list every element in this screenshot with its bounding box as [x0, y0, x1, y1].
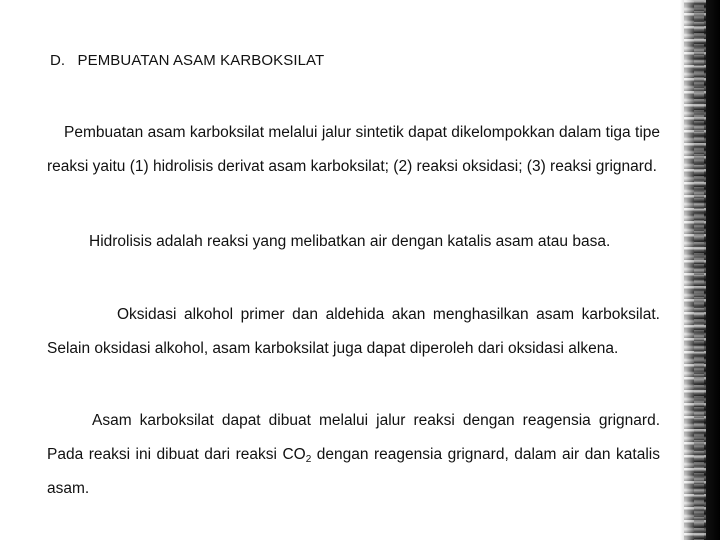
paragraph-oksidasi: Oksidasi alkohol primer dan aldehida akan menghasilkan asam karboksilat. Selain oksidasi alkohol, asam karboksilat juga dapat diperoleh dari oksidasi alkena. [47, 306, 660, 357]
paragraph-hidrolisis: Hidrolisis adalah reaksi yang melibatkan air dengan katalis asam atau basa. [89, 233, 611, 250]
torn-edge-texture-inner [694, 0, 704, 540]
section-title: PEMBUATAN ASAM KARBOKSILAT [77, 52, 325, 69]
paragraph-grignard [47, 404, 660, 506]
paragraph-intro: Pembuatan asam karboksilat melalui jalur sintetik dapat dikelompokkan dalam tiga tipe reaksi yaitu (1) hidrolisis derivat asam karboksilat; (2) reaksi oksidasi; (3) reaksi grignard. [47, 124, 660, 175]
section-heading [50, 52, 324, 69]
co2-subscript: 2 [305, 454, 312, 465]
paragraph-grignard-text-2: dengan reagensia grignard, dalam air dan katalis asam. [47, 446, 660, 497]
section-number: D. [50, 52, 66, 69]
paragraph-grignard-text-1: Asam karboksilat dapat dibuat melalui jalur reaksi dengan reagensia grignard. Pada reaksi ini dibuat dari reaksi CO [47, 412, 660, 463]
